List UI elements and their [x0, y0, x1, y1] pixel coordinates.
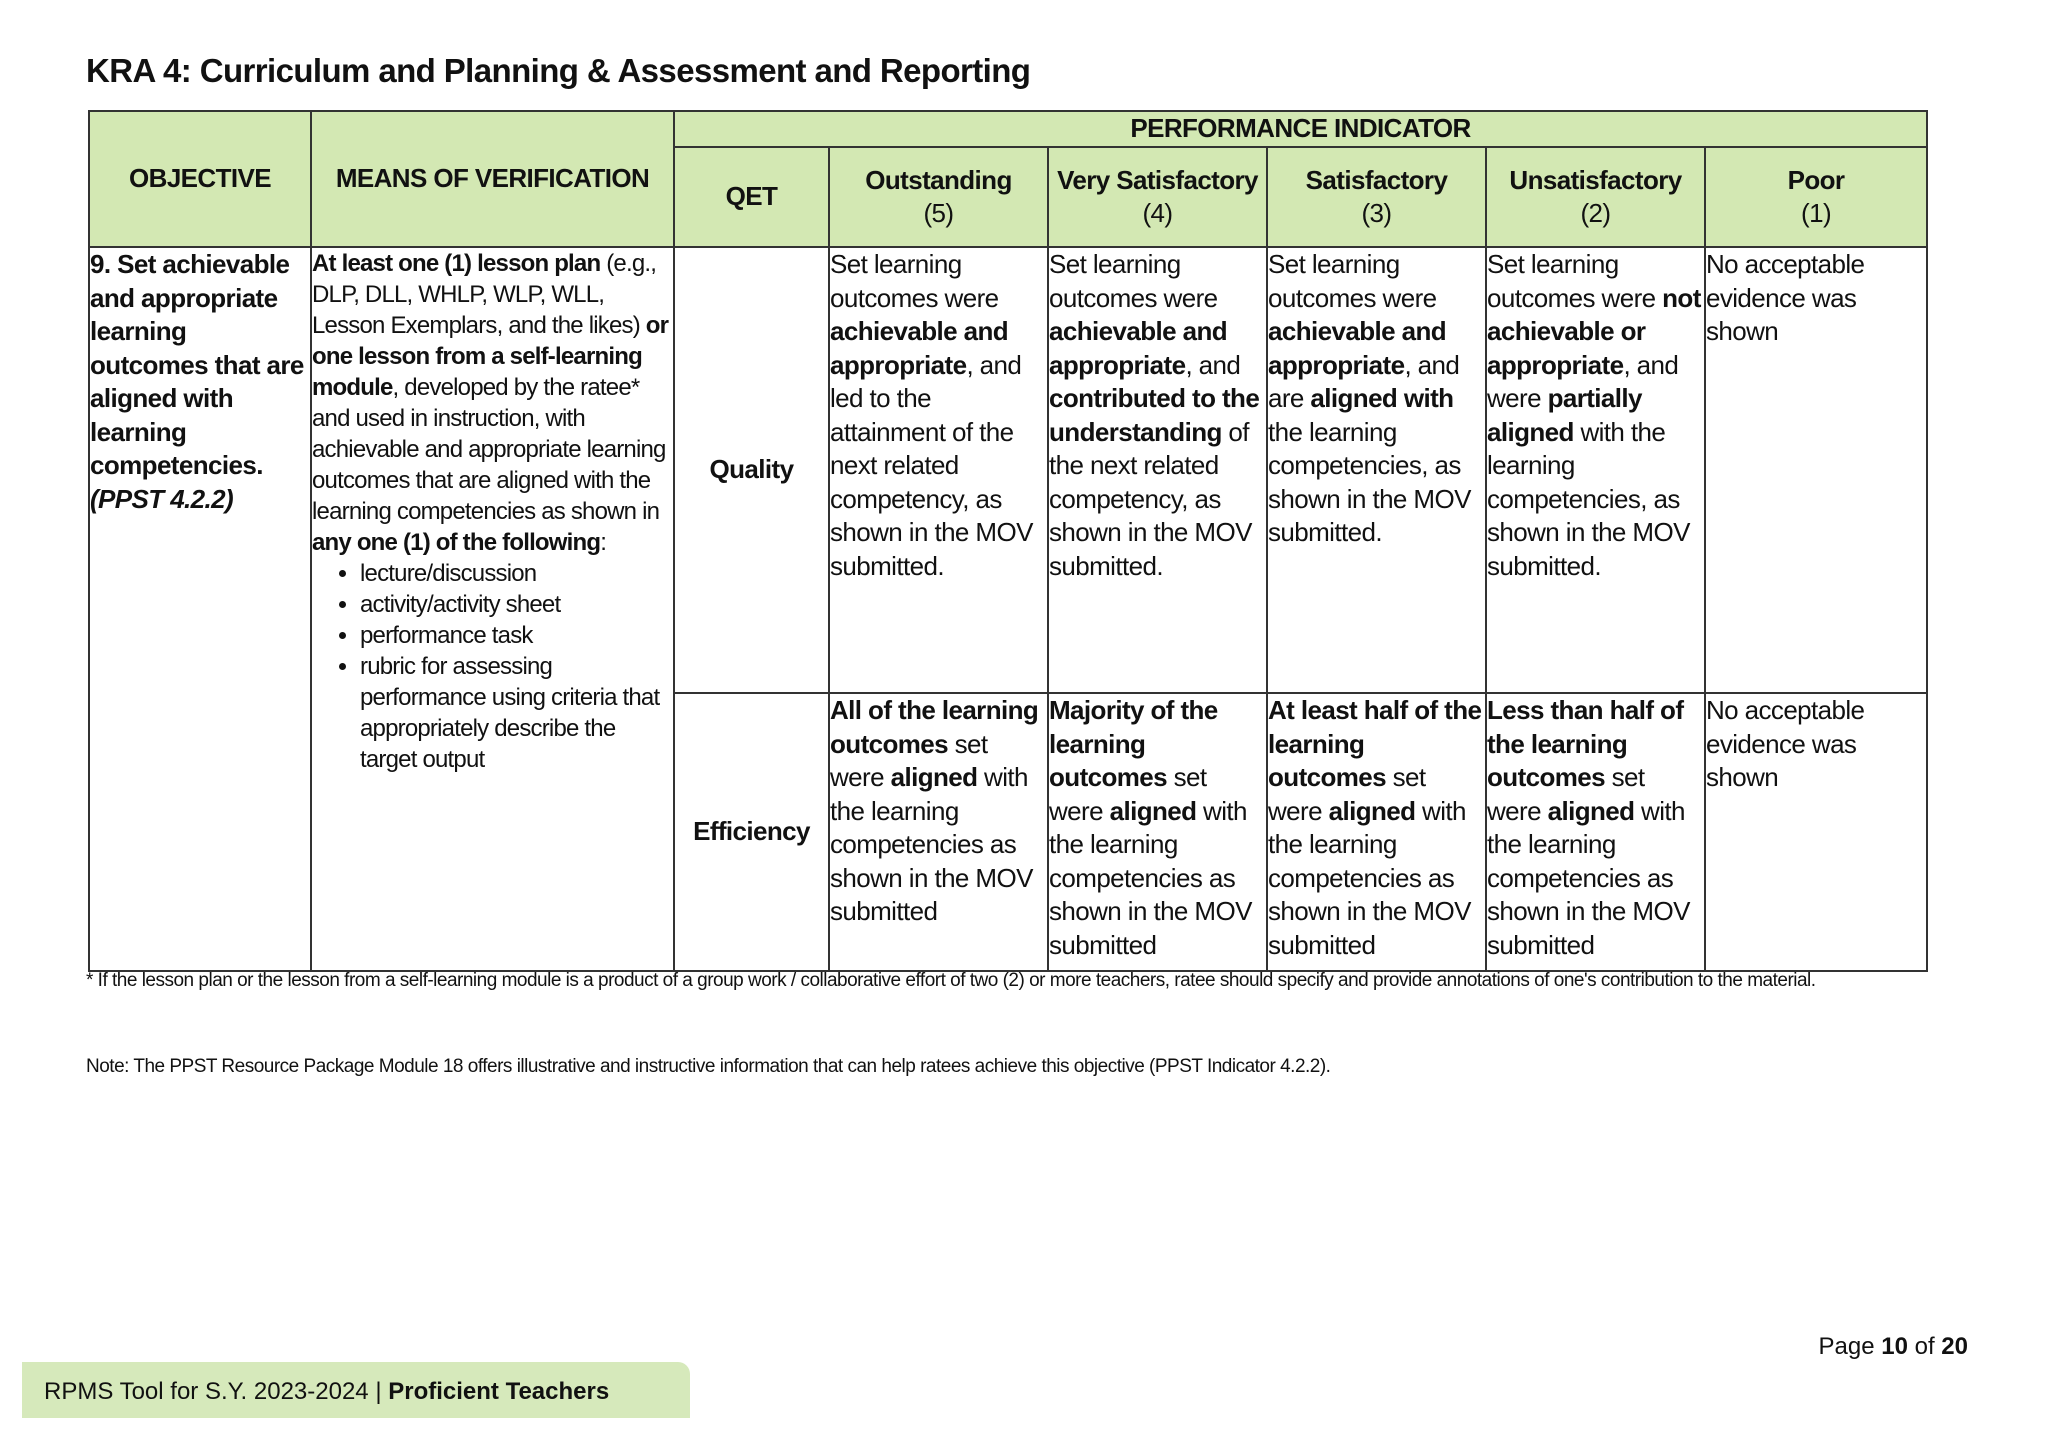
text-segment: aligned: [890, 762, 978, 792]
text-segment: , and led to the attainment of the next related competency, as shown in the MOV submitted.: [830, 349, 1033, 581]
mov-text-2: (e.g., DLP, DLL, WHLP, WLP, WLL, Lesson Exemplars, and the likes): [312, 250, 657, 339]
text-segment: aligned: [1109, 795, 1197, 826]
text-segment: achievable and appropriate: [1268, 316, 1447, 380]
header-unsatisfactory-label: Unsatisfactory: [1509, 164, 1682, 195]
text-segment: , and were: [1487, 349, 1679, 413]
page-total: 20: [1941, 1333, 1968, 1360]
header-performance-indicator: PERFORMANCE INDICATOR: [674, 111, 1927, 147]
header-very-satisfactory: [1048, 147, 1267, 247]
text-segment: partially aligned: [1487, 383, 1642, 447]
header-qet: QET: [674, 147, 829, 247]
mov-list: [312, 558, 673, 775]
efficiency-satisfactory: [1267, 693, 1486, 971]
mov-cell: [311, 247, 674, 971]
text-segment: with the learning competencies as shown in the MOV submitted: [1049, 795, 1252, 960]
header-means-of-verification: MEANS OF VERIFICATION: [311, 111, 674, 247]
mov-text-6: :: [600, 529, 607, 556]
header-very-satisfactory-label: Very Satisfactory: [1057, 164, 1258, 195]
text-segment: set were: [1049, 762, 1207, 826]
mov-list-item: • lecture/discussion: [360, 558, 673, 589]
rubric-table: [88, 110, 1928, 972]
qet-quality: Quality: [674, 247, 829, 693]
text-segment: All of the learning outcomes: [830, 695, 1039, 759]
header-unsatisfactory-score: (2): [1580, 198, 1611, 228]
footnote: * If the lesson plan or the lesson from a self-learning module is a product of a group work / collaborative effort of two (2) or more teachers, ratee should specify and provide annotations of one's contribution to the material.: [86, 970, 1816, 991]
text-segment: , and are: [1268, 349, 1460, 413]
header-outstanding-score: (5): [923, 198, 954, 228]
objective-cell: [89, 247, 311, 971]
text-segment: Less than half of the learning outcomes: [1487, 695, 1684, 792]
text-segment: with the learning competencies, as shown in the MOV submitted.: [1487, 416, 1690, 581]
header-satisfactory-score: (3): [1361, 198, 1392, 228]
header-satisfactory: [1267, 147, 1486, 247]
text-segment: aligned: [1328, 795, 1416, 826]
mov-text-5: any one (1) of the following: [312, 529, 601, 556]
text-segment: Set learning outcomes were: [830, 249, 999, 313]
text-segment: with the learning competencies as shown in the MOV submitted: [1268, 795, 1471, 960]
efficiency-very-satisfactory: [1048, 693, 1267, 971]
efficiency-outstanding: [829, 693, 1048, 971]
page-current: 10: [1881, 1333, 1908, 1360]
text-segment: of the next related competency, as shown in the MOV submitted.: [1049, 416, 1252, 581]
text-segment: not achievable or appropriate: [1487, 282, 1701, 380]
text-segment: aligned: [1547, 795, 1635, 826]
text-segment: aligned with: [1310, 383, 1454, 413]
header-poor: [1705, 147, 1927, 247]
quality-unsatisfactory: [1486, 247, 1705, 693]
note: Note: The PPST Resource Package Module 18 offers illustrative and instructive information that can help ratees achieve this objective (PPST Indicator 4.2.2).: [86, 1056, 1331, 1077]
text-segment: achievable and appropriate: [830, 316, 1009, 380]
text-segment: set were: [1487, 762, 1645, 826]
text-segment: with the learning competencies as shown in the MOV submitted: [830, 762, 1033, 926]
mov-list-item: • performance task: [360, 620, 673, 651]
quality-satisfactory: [1267, 247, 1486, 693]
mov-text-1: At least one (1) lesson plan: [312, 250, 601, 277]
text-segment: , and: [1185, 349, 1241, 380]
page-prefix: Page: [1818, 1333, 1882, 1360]
qet-efficiency: Efficiency: [674, 693, 829, 971]
objective-ref: (PPST 4.2.2): [90, 483, 234, 514]
header-outstanding-label: Outstanding: [865, 164, 1012, 195]
header-poor-score: (1): [1801, 198, 1832, 228]
text-segment: set were: [1268, 762, 1426, 826]
mov-text-3: or one lesson from a self-learning module: [312, 312, 669, 401]
efficiency-unsatisfactory: [1486, 693, 1705, 971]
mov-text-4: , developed by the ratee* and used in instruction, with achievable and appropriate learning outcomes that are aligned with the learning competencies as shown in: [312, 374, 666, 525]
quality-outstanding: [829, 247, 1048, 693]
text-segment: Set learning outcomes were: [1049, 249, 1218, 313]
page-title: KRA 4: Curriculum and Planning & Assessment and Reporting: [86, 52, 1031, 89]
header-satisfactory-label: Satisfactory: [1305, 164, 1448, 195]
text-segment: achievable and appropriate: [1049, 316, 1228, 380]
objective-text: 9. Set achievable and appropriate learning outcomes that are aligned with learning competencies.: [90, 249, 304, 480]
text-segment: with the learning competencies as shown in the MOV submitted: [1487, 795, 1690, 960]
text-segment: the learning competencies, as shown in the MOV submitted.: [1268, 416, 1471, 547]
text-segment: set were: [830, 728, 988, 792]
mov-list-item: • rubric for assessing performance using criteria that appropriately describe the target output: [360, 651, 673, 775]
page-number: [1819, 1333, 1968, 1361]
footer-tool-label: [44, 1378, 609, 1406]
header-objective: OBJECTIVE: [89, 111, 311, 247]
header-outstanding: [829, 147, 1048, 247]
quality-poor: No acceptable evidence was shown: [1705, 247, 1927, 693]
mov-list-item: • activity/activity sheet: [360, 589, 673, 620]
text-segment: Set learning outcomes were: [1487, 249, 1663, 313]
text-segment: At least half of the learning outcomes: [1268, 695, 1482, 792]
header-very-satisfactory-score: (4): [1142, 198, 1173, 228]
header-poor-label: Poor: [1787, 164, 1845, 195]
footer-tool: RPMS Tool for S.Y. 2023-2024 |: [44, 1378, 389, 1405]
page-sep: of: [1907, 1333, 1942, 1360]
efficiency-poor: No acceptable evidence was shown: [1705, 693, 1927, 971]
header-unsatisfactory: [1486, 147, 1705, 247]
text-segment: Majority of the learning outcomes: [1049, 695, 1218, 792]
text-segment: Set learning outcomes were: [1268, 249, 1437, 313]
quality-very-satisfactory: [1048, 247, 1267, 693]
text-segment: contributed to the understanding: [1049, 383, 1260, 447]
footer-audience: Proficient Teachers: [388, 1378, 610, 1405]
